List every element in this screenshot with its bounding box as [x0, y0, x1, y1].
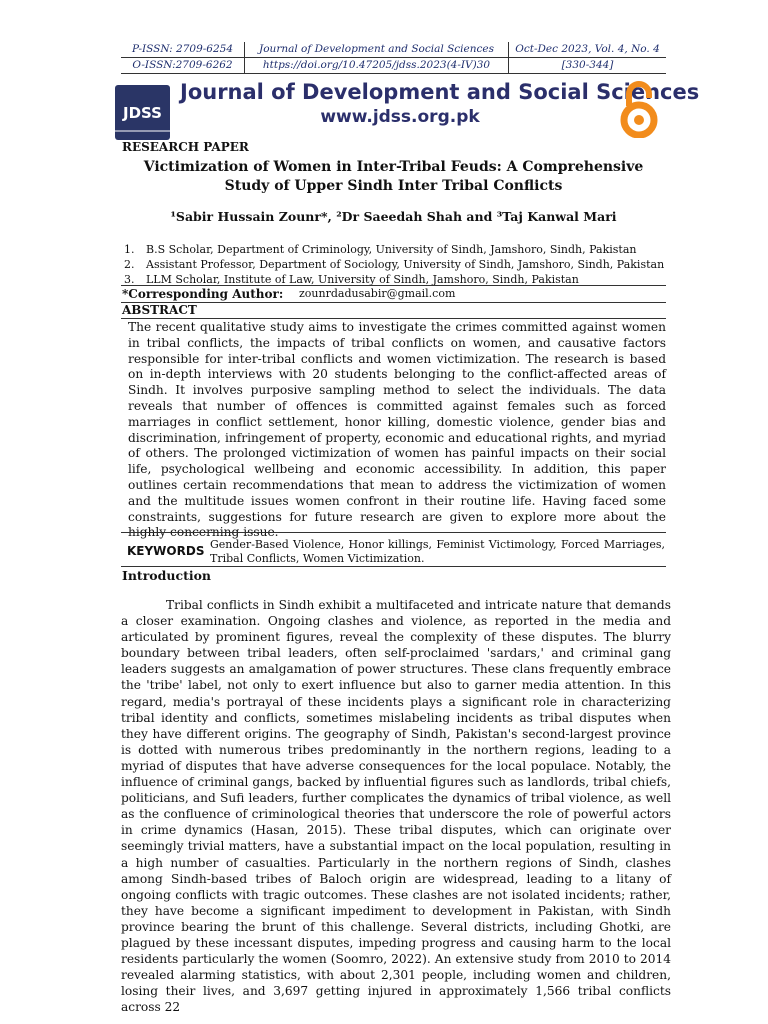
journal-title-small: Journal of Development and Social Sciences	[245, 42, 509, 58]
journal-name: Journal of Development and Social Sciences	[180, 80, 700, 104]
keywords-bottom-rule	[121, 566, 666, 567]
issue-info: Oct-Dec 2023, Vol. 4, No. 4	[509, 42, 667, 58]
oissn: O-ISSN:2709-6262	[121, 58, 245, 74]
keywords-top-rule	[121, 532, 666, 533]
abstract-text: The recent qualitative study aims to investigate the crimes committed against women in tribal conflicts, the impacts of tribal conflicts on women, and causative factors responsible for inter-tribal conflicts and women victimization. The research is based on in-depth interviews with 20 students belonging to the conflict-affected areas of Sindh. It involves purposive sampling method to select the individuals. The data reveals that number of offences is committed against females such as forced marriages in conflict settlement, honor killing, domestic violence, gender bias and discrimination, infringement of property, economic and educational rights, and myriad of others. The prolonged victimization of women has painful impacts on their social life, psychological wellbeing and economic accessibility. In addition, this paper outlines certain recommendations that mean to address the victimization of women and the multitude issues women confront in their routine life. Having faced some constraints, suggestions for future research are given to explore more about the highly concerning issue.	[128, 320, 666, 540]
affiliation-item: 3. LLM Scholar, Institute of Law, University of Sindh, Jamshoro, Sindh, Pakistan	[124, 273, 579, 286]
corresponding-author	[121, 285, 666, 303]
running-header	[121, 42, 666, 74]
affiliations	[122, 242, 667, 287]
affiliation-item: 1. B.S Scholar, Department of Criminology, University of Sindh, Jamshoro, Sindh, Pakistan	[124, 243, 637, 256]
page-range: [330-344]	[509, 58, 667, 74]
logo-text: JDSS	[123, 103, 162, 122]
affiliation-item: 2. Assistant Professor, Department of Sociology, University of Sindh, Jamshoro, Sindh, Pakistan	[124, 258, 665, 271]
introduction-text: Tribal conflicts in Sindh exhibit a multifaceted and intricate nature that demands a closer examination. Ongoing clashes and violence, as reported in the media and articulated by prominent figures, reveal the complexity of these disputes. The blurry boundary between tribal leaders, often self-proclaimed 'sardars,' and criminal gang leaders suggests an amalgamation of power structures. These clans frequently embrace the 'tribe' label, not only to exert influence but also to garner media attention. In this regard, media's portrayal of these incidents plays a significant role in characterizing tribal identity and conflicts, sometimes mislabeling incidents as tribal disputes when they have different origins. The geography of Sindh, Pakistan's second-largest province is dotted with numerous tribes predominantly in the northern regions, leading to a myriad of disputes that have adverse consequences for the local populace. Notably, the influence of criminal gangs, backed by influential figures such as landlords, tribal chiefs, politicians, and Sufi leaders, further complicates the dynamics of tribal violence, as well as the confluence of criminological theories that underscore the role of powerful actors in crime dynamics (Hasan, 2015). These tribal disputes, which can originate over seemingly trivial matters, have a substantial impact on the local population, resulting in a high number of casualties. Particularly in the northern regions of Sindh, clashes among Sindh-based tribes of Baloch origin are widespread, leading to a litany of ongoing conflicts with tragic outcomes. These clashes are not isolated incidents; rather, they have become a significant impediment to development in Pakistan, with Sindh province bearing the brunt of this challenge. Several districts, including Ghotki, are plagued by these incessant disputes, impeding progress and causing harm to the local residents particularly the women (Soomro, 2022). An extensive study from 2010 to 2014 revealed alarming statistics, with about 2,301 people, including women and children, losing their lives, and 3,697 getting injured in approximately 1,566 tribal conflicts across 22	[121, 598, 671, 1015]
keywords-list: Gender-Based Violence, Honor killings, Feminist Victimology, Forced Marriages, Tribal Conflicts, Women Victimization.	[210, 538, 665, 565]
abstract-rule	[121, 318, 666, 319]
corresponding-email[interactable]: zounrdadusabir@gmail.com	[299, 287, 456, 300]
doi-link[interactable]: https://doi.org/10.47205/jdss.2023(4-IV)30	[245, 58, 509, 74]
pissn: P-ISSN: 2709-6254	[121, 42, 245, 58]
paper-type-label: RESEARCH PAPER	[122, 140, 249, 154]
open-access-icon	[618, 80, 660, 138]
author-list: ¹Sabir Hussain Zounr*, ²Dr Saeedah Shah and ³Taj Kanwal Mari	[170, 209, 617, 224]
keywords-label: KEYWORDS	[127, 544, 205, 558]
abstract-heading: ABSTRACT	[122, 303, 197, 317]
journal-website[interactable]: www.jdss.org.pk	[320, 107, 480, 127]
paper-title: Victimization of Women in Inter-Tribal Feuds: A Comprehensive Study of Upper Sindh Inter Tribal Conflicts	[143, 159, 644, 194]
corresponding-label: *Corresponding Author:	[122, 287, 284, 301]
introduction-heading: Introduction	[122, 568, 212, 583]
jdss-logo	[115, 85, 170, 140]
